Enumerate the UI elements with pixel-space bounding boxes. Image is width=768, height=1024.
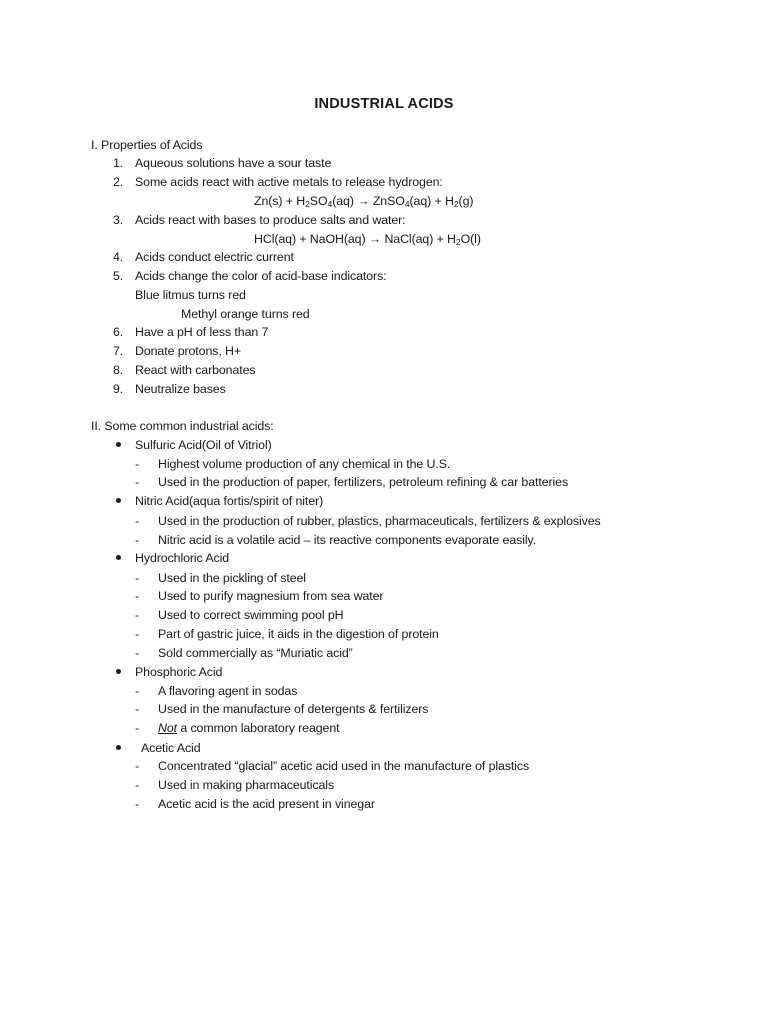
dash-marker: - bbox=[135, 457, 140, 471]
list-item: Acids conduct electric current bbox=[135, 250, 294, 264]
dash-marker: - bbox=[135, 514, 140, 528]
list-item: Neutralize bases bbox=[135, 382, 226, 396]
acid-name: Acetic Acid bbox=[141, 741, 201, 755]
list-number: 2. bbox=[113, 175, 124, 189]
dash-marker: - bbox=[135, 778, 140, 792]
list-number: 1. bbox=[113, 156, 124, 170]
dash-marker: - bbox=[135, 684, 140, 698]
list-item: Have a pH of less than 7 bbox=[135, 325, 269, 339]
acid-use-not-reagent: Not a common laboratory reagent bbox=[158, 721, 340, 735]
list-item: Donate protons, H+ bbox=[135, 344, 241, 358]
acid-use: Part of gastric juice, it aids in the digestion of protein bbox=[158, 627, 439, 641]
list-item: Aqueous solutions have a sour taste bbox=[135, 156, 332, 170]
acid-use: Used in the manufacture of detergents & fertilizers bbox=[158, 702, 429, 716]
dash-marker: - bbox=[135, 627, 140, 641]
list-item: Acids change the color of acid-base indicators: bbox=[135, 269, 387, 283]
dash-marker: - bbox=[135, 533, 140, 547]
bullet-icon bbox=[115, 493, 123, 509]
acid-use: Used in the production of paper, fertilizers, petroleum refining & car batteries bbox=[158, 475, 569, 489]
emphasis-not: Not bbox=[158, 721, 177, 735]
dash-marker: - bbox=[135, 646, 140, 660]
acid-name: Phosphoric Acid bbox=[135, 665, 223, 679]
list-number: 8. bbox=[113, 363, 124, 377]
list-number: 4. bbox=[113, 250, 124, 264]
bullet-icon bbox=[115, 740, 123, 756]
list-number: 7. bbox=[113, 344, 124, 358]
acid-name: Hydrochloric Acid bbox=[135, 551, 230, 565]
acid-use: Used in making pharmaceuticals bbox=[158, 778, 335, 792]
list-number: 6. bbox=[113, 325, 124, 339]
acid-use: Sold commercially as “Muriatic acid” bbox=[158, 646, 353, 660]
list-number: 5. bbox=[113, 269, 124, 283]
bullet-icon bbox=[115, 437, 123, 453]
acid-name: Nitric Acid(aqua fortis/spirit of niter) bbox=[135, 494, 324, 508]
acid-name: Sulfuric Acid(Oil of Vitriol) bbox=[135, 438, 272, 452]
indicator-litmus: Blue litmus turns red bbox=[135, 288, 246, 302]
acid-use: Concentrated “glacial” acetic acid used in the manufacture of plastics bbox=[158, 759, 530, 773]
section-heading-industrial-acids: II. Some common industrial acids: bbox=[91, 419, 274, 433]
list-item: Some acids react with active metals to release hydrogen: bbox=[135, 175, 443, 189]
dash-marker: - bbox=[135, 702, 140, 716]
list-item: Acids react with bases to produce salts and water: bbox=[135, 213, 406, 227]
section-heading-properties: I. Properties of Acids bbox=[91, 138, 203, 152]
acid-use: Used to correct swimming pool pH bbox=[158, 608, 344, 622]
acid-use: A flavoring agent in sodas bbox=[158, 684, 298, 698]
equation-hcl-naoh: HCl(aq) + NaOH(aq) → NaCl(aq) + $H_2O(l)$ bbox=[254, 232, 481, 248]
list-item: React with carbonates bbox=[135, 363, 256, 377]
acid-use: Used to purify magnesium from sea water bbox=[158, 589, 384, 603]
list-number: 9. bbox=[113, 382, 124, 396]
list-number: 3. bbox=[113, 213, 124, 227]
page-title: INDUSTRIAL ACIDS bbox=[314, 96, 454, 112]
acid-use: Nitric acid is a volatile acid – its reactive components evaporate easily. bbox=[158, 533, 537, 547]
dash-marker: - bbox=[135, 797, 140, 811]
dash-marker: - bbox=[135, 721, 140, 735]
dash-marker: - bbox=[135, 608, 140, 622]
bullet-icon bbox=[115, 664, 123, 680]
dash-marker: - bbox=[135, 571, 140, 585]
equation-zinc-sulfuric: $Zn(s) + H_2SO_4(aq)$ → ZnSO$_4$(aq) + $H_2(g)$ bbox=[254, 194, 474, 210]
acid-use: Highest volume production of any chemical in the U.S. bbox=[158, 457, 451, 471]
indicator-methyl-orange: Methyl orange turns red bbox=[181, 307, 310, 321]
acid-use: Used in the pickling of steel bbox=[158, 571, 306, 585]
acid-use: Used in the production of rubber, plastics, pharmaceuticals, fertilizers & explosives bbox=[158, 514, 601, 528]
dash-marker: - bbox=[135, 475, 140, 489]
acid-use: Acetic acid is the acid present in vinegar bbox=[158, 797, 375, 811]
dash-marker: - bbox=[135, 759, 140, 773]
bullet-icon bbox=[115, 550, 123, 566]
dash-marker: - bbox=[135, 589, 140, 603]
